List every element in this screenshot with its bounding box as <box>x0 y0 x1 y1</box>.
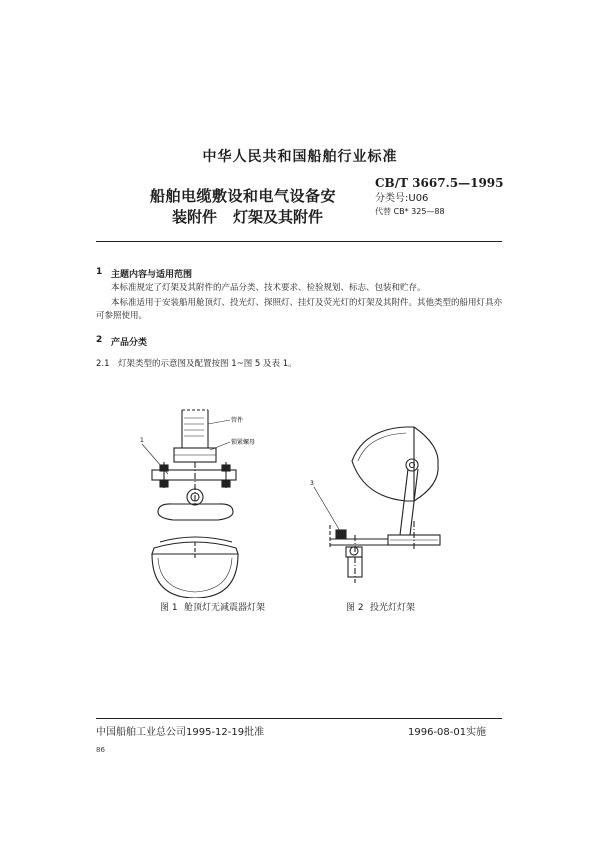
standard-code: CB/T 3667.5—1995 <box>375 176 504 190</box>
figure1-caption-number: 图 1 <box>160 603 178 613</box>
section1-paragraph1: 本标准规定了灯架及其附件的产品分类、技术要求、检验规划、标志、包装和贮存。 <box>111 283 426 293</box>
globe-rim <box>160 537 232 542</box>
standard-title-line2 <box>172 206 323 227</box>
lamp-globe <box>152 554 238 598</box>
section2-number: 2 <box>96 335 103 345</box>
figure2-caption-number: 图 2 <box>346 603 364 613</box>
section2-title: 产品分类 <box>111 338 148 348</box>
figure1-ceiling-lamp-bracket <box>138 408 268 598</box>
figure2-callout: 3 <box>310 480 314 487</box>
subsection-text: 灯架类型的示意图及配置按图 1~图 5 及表 1。 <box>118 359 297 369</box>
clamp-bolt <box>336 530 346 538</box>
classification-code: 分类号:U06 <box>375 193 429 204</box>
figure1-callout: 1 <box>140 437 144 444</box>
support-arm <box>400 469 408 535</box>
organization-header: 中华人民共和国船舶行业标准 <box>202 149 398 165</box>
label-pipe: 管件 <box>231 417 244 424</box>
section1-paragraph2: 本标准适用于安装船用舱顶灯、投光灯、探照灯、挂灯及荧光灯的灯架及其附件。其他类型的船用灯具亦可参照使用。 <box>96 298 503 321</box>
title-part-b: 灯架及其附件 <box>233 208 324 226</box>
footer-divider <box>96 718 502 719</box>
bracket-body <box>158 504 233 520</box>
approval-date: 中国船舶工业总公司1995-12-19批准 <box>96 727 265 738</box>
section1-number: 1 <box>96 267 103 277</box>
subsection-number: 2.1 <box>96 359 110 369</box>
section1-title: 主题内容与适用范围 <box>111 270 193 280</box>
effective-date: 1996-08-01实施 <box>408 727 487 738</box>
replaces-standard: 代替 CB* 325—88 <box>375 207 445 216</box>
figure2-floodlight-bracket <box>296 425 456 585</box>
figure1-caption: 舱顶灯无减震器灯架 <box>184 603 266 613</box>
mounting-rail <box>330 539 388 545</box>
floodlight-housing <box>352 427 414 501</box>
label-lock-nut: 锁紧螺母 <box>231 439 256 446</box>
figure2-caption: 投光灯灯架 <box>370 603 416 613</box>
header-divider <box>96 241 502 242</box>
title-part-a: 装附件 <box>172 208 218 226</box>
page-number: 86 <box>96 746 105 754</box>
standard-title-line1: 船舶电缆敷设和电气设备安 <box>150 187 337 205</box>
